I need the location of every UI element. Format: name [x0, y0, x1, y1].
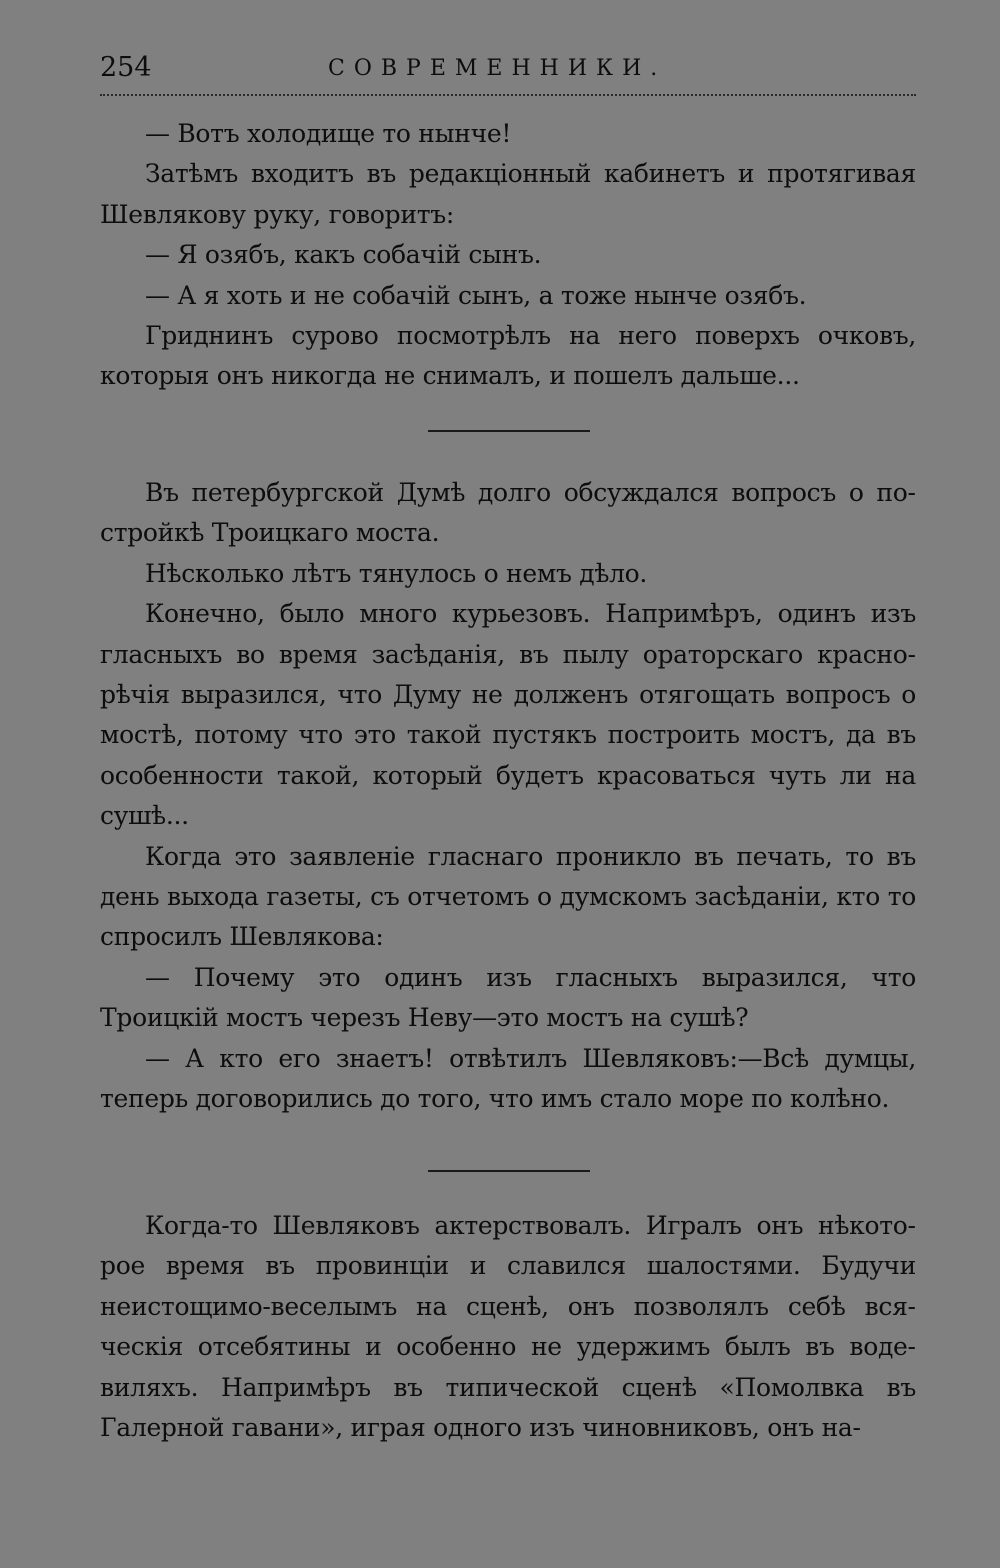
- running-title: СОВРЕМЕННИКИ.: [328, 56, 667, 81]
- paragraph: Конечно, было много курьезовъ. Напримѣръ, одинъ изъ гласныхъ во время засѣданія, въ пылу ораторскаго краснорѣчія выразился, что Думу не долженъ отягощать вопросъ о мостѣ, потому что это такой пустякъ построить мостъ, да въ особенности такой, который будетъ красоваться чуть ли на сушѣ...: [100, 599, 916, 831]
- paragraph: — А я хоть и не собачій сынъ, а тоже нынче озябъ.: [145, 280, 807, 310]
- header-rule: [100, 94, 916, 96]
- paragraph: Затѣмъ входитъ въ редакціонный кабинетъ и протягивая Шевлякову руку, говоритъ:: [100, 159, 916, 229]
- text-section-2: [100, 473, 916, 1120]
- page-number: 254: [100, 52, 152, 83]
- paragraph: Въ петербургской Думѣ долго обсуждался вопросъ о постройкѣ Троицкаго моста.: [100, 478, 916, 548]
- paragraph: — А кто его знаетъ! отвѣтилъ Шевляковъ:—Всѣ думцы, теперь договорились до того, что имъ стало море по колѣно.: [100, 1043, 916, 1114]
- paragraph: Когда это заявленіе гласнаго проникло въ печать, то въ день выхода газеты, съ отчетомъ о думскомъ засѣданіи, кто то спросилъ Шевлякова:: [100, 841, 916, 952]
- paragraph: Гриднинъ сурово посмотрѣлъ на него поверхъ очковъ, которыя онъ никогда не снималъ, и пошелъ дальше...: [100, 321, 916, 391]
- paragraph: — Почему это одинъ изъ гласныхъ выразился, что Троицкій мостъ черезъ Неву—это мостъ на сушѣ?: [100, 962, 916, 1033]
- paragraph: Когда-то Шевляковъ актерствовалъ. Игралъ онъ нѣкоторое время въ провинціи и славился шалостями. Будучи неистощимо-веселымъ на сценѣ, онъ позволялъ себѣ всяческія отсебятины и особенно не удержимъ былъ въ водевиляхъ. Напримѣръ въ типической сценѣ «Помолвка въ Галерной гавани», играя одного изъ чиновниковъ, онъ на-: [100, 1211, 916, 1443]
- text-section-3: [100, 1206, 916, 1448]
- running-head: [100, 52, 916, 92]
- paragraph: — Я озябъ, какъ собачій сынъ.: [145, 240, 542, 270]
- section-separator: [428, 430, 590, 432]
- paragraph: Нѣсколько лѣтъ тянулось о немъ дѣло.: [145, 558, 648, 588]
- section-separator: [428, 1170, 590, 1172]
- text-section-1: [100, 114, 916, 397]
- paragraph: — Вотъ холодище то нынче!: [145, 119, 512, 148]
